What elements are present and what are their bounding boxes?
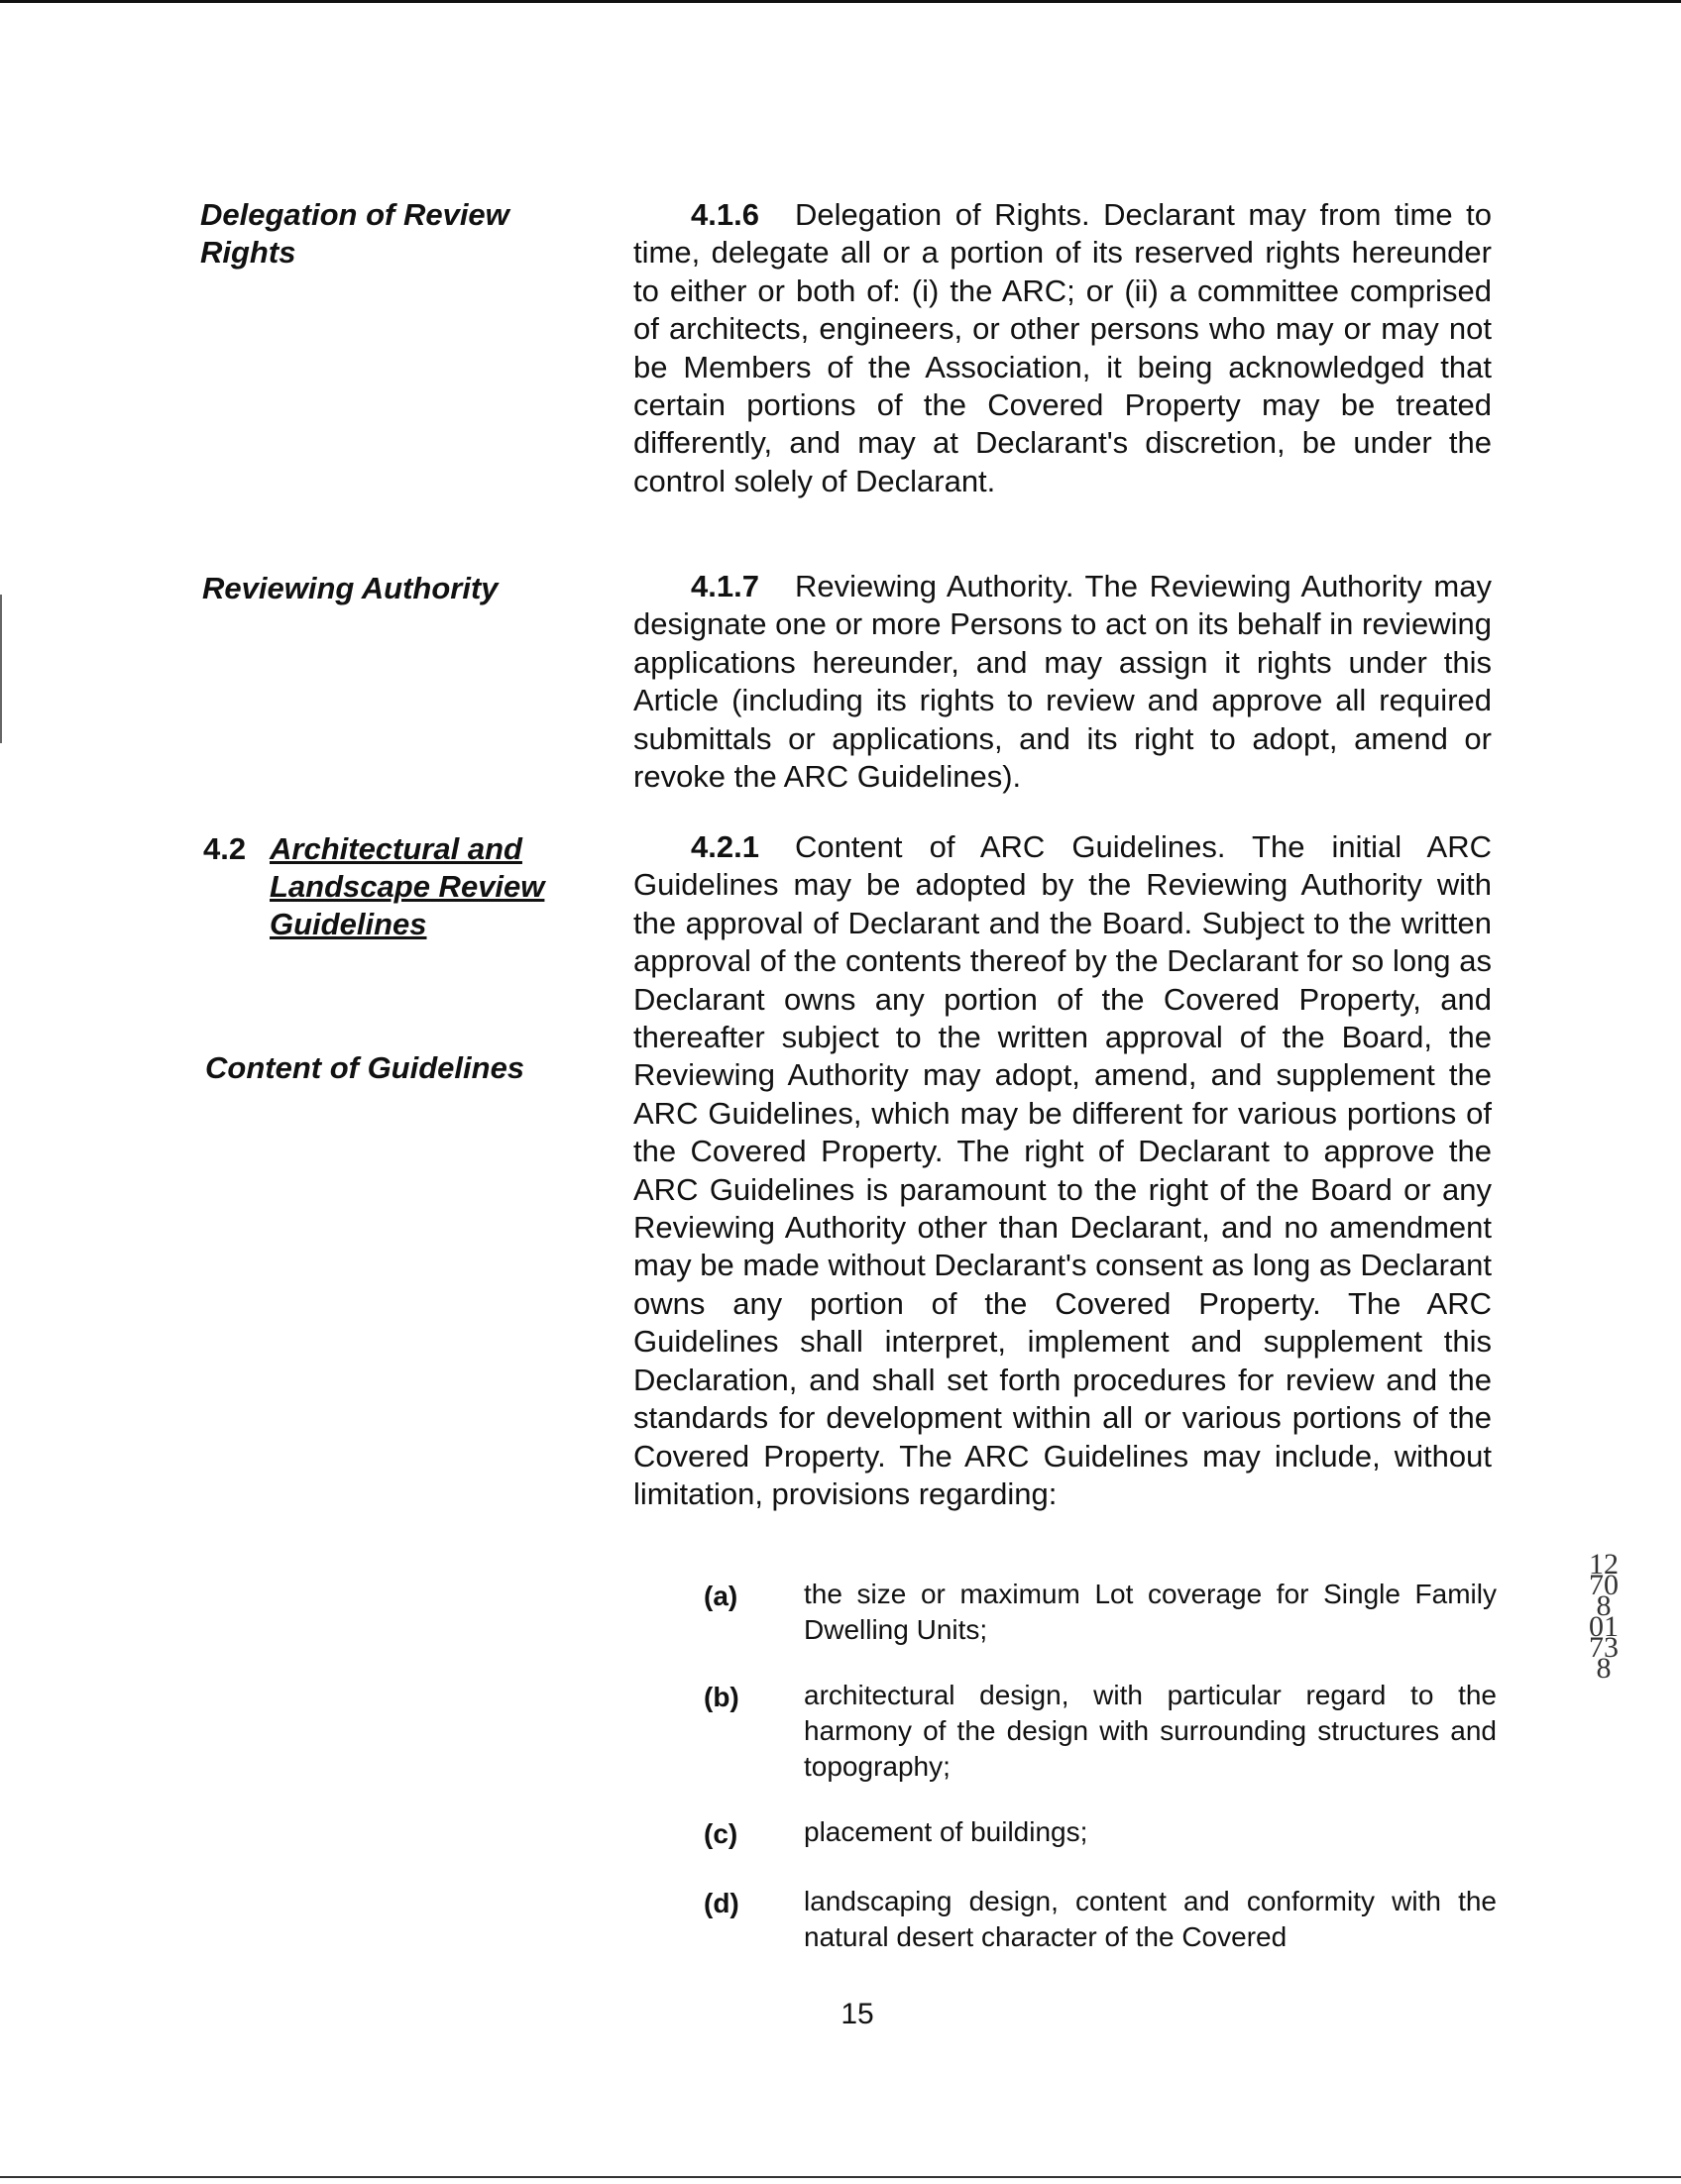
paragraph-number: 4.1.7 — [691, 569, 759, 603]
paragraph-text: Reviewing Authority. The Reviewing Authority may designate one or more Persons to act on its behalf in reviewing applications hereunder, and may assign it rights under this Article (including its rights to review and approve all required submittals or applications, and its right to adopt, amend or revoke the ARC Guidelines). — [633, 569, 1492, 795]
paragraph-text: Content of ARC Guidelines. The initial ARC Guidelines may be adopted by the Reviewing Authority with the approval of Declarant and the Board. Subject to the written approval of the contents thereof by the Declarant for so long as Declarant owns any portion of the Covered Property, and thereafter subject to the written approval of the Board, the Reviewing Authority may adopt, amend, and supplement the ARC Guidelines, which may be different for various portions of the Covered Property. The right of Declarant to approve the ARC Guidelines is paramount to the right of the Board or any Reviewing Authority other than Declarant, and no amendment may be made without Declarant's consent as long as Declarant owns any portion of the Covered Property. The ARC Guidelines shall interpret, implement and supplement this Declaration, and shall set forth procedures for review and the standards for development within all or various portions of the Covered Property. The ARC Guidelines may include, without limitation, provisions regarding: — [633, 829, 1492, 1511]
scan-edge-mark — [0, 595, 2, 743]
paragraph-4-1-7 — [633, 568, 1492, 796]
paragraph-text: Delegation of Rights. Declarant may from time to time, delegate all or a portion of its reserved rights hereunder to either or both of: (i) the ARC; or (ii) a committee comprised of architects, engineers, or other persons who may or may not be Members of the Association, it being acknowledged that certain portions of the Covered Property may be treated differently, and may at Declarant's discretion, be under the control solely of Declarant. — [633, 197, 1492, 498]
heading-content-of-guidelines: Content of Guidelines — [205, 1050, 525, 1085]
list-item-label-a: (a) — [704, 1581, 738, 1611]
list-item-label-c: (c) — [704, 1818, 738, 1849]
page-number: 15 — [840, 1998, 874, 2030]
list-item-text-a: the size or maximum Lot coverage for Single Family Dwelling Units; — [804, 1579, 1497, 1645]
paragraph-4-2-1 — [633, 828, 1492, 1513]
heading-delegation: Delegation of Review Rights — [200, 197, 509, 270]
paragraph-number: 4.1.6 — [691, 197, 759, 232]
list-item-label-b: (b) — [704, 1682, 739, 1712]
recording-stamp: 12708 01738 — [1589, 1548, 1619, 1685]
list-item-text-c: placement of buildings; — [804, 1816, 1088, 1847]
section-number: 4.2 — [203, 831, 247, 866]
list-item-text-b: architectural design, with particular regard to the harmony of the design with surrounding structures and topography; — [804, 1680, 1497, 1782]
bottom-border — [0, 2176, 1681, 2178]
top-border — [0, 0, 1681, 3]
heading-reviewing-authority: Reviewing Authority — [202, 571, 499, 605]
paragraph-4-1-6 — [633, 196, 1492, 500]
paragraph-number: 4.2.1 — [691, 829, 759, 864]
list-item-label-d: (d) — [704, 1888, 739, 1918]
list-item-text-d: landscaping design, content and conformity with the natural desert character of the Covered — [804, 1886, 1497, 1952]
section-title: Architectural and Landscape Review Guidelines — [270, 831, 545, 941]
